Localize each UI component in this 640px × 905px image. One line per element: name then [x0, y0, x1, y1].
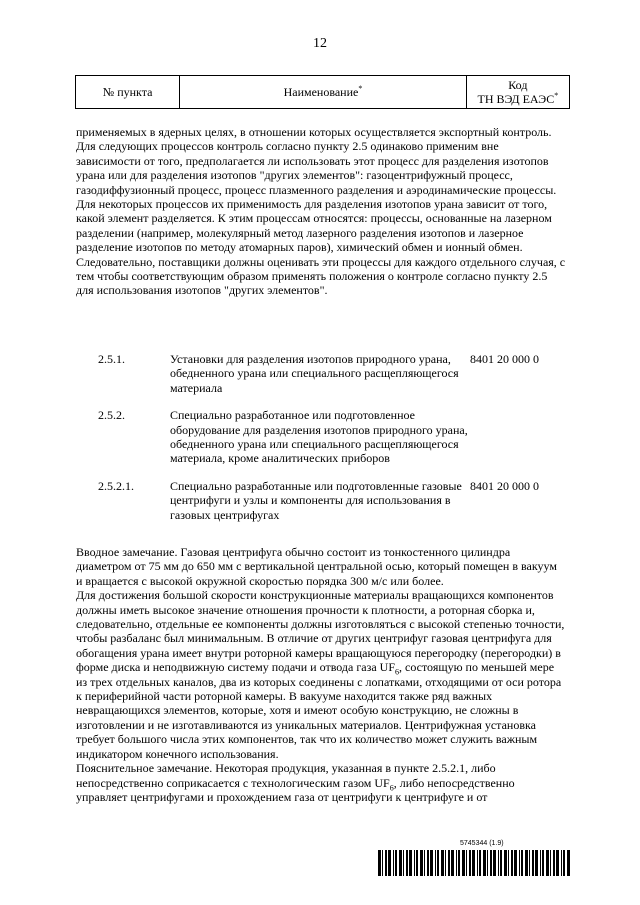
barcode-bar: [553, 850, 555, 876]
barcode-bar: [414, 850, 415, 876]
barcode-bar: [462, 850, 465, 876]
barcode-bar: [540, 850, 541, 876]
barcode-bar: [477, 850, 478, 876]
list-item: [76, 352, 570, 395]
column-header-table: [75, 75, 570, 109]
barcode-bar: [532, 850, 534, 876]
barcode-bar: [416, 850, 418, 876]
barcode-bar: [546, 850, 549, 876]
item-name: Специально разработанные или подготовленные газовые центрифуги и узлы и компоненты для использования в газовых центрифугах: [170, 478, 462, 522]
paragraph: Для достижения большой скорости конструкционные материалы вращающихся компонентов должны иметь высокое значение отношения прочности к плотности, а роторная сборка и, следовательно, отдельные ее компоненты должны изготовляться с высокой степенью точности, чтобы разбаланс был минимальным. В отличие от других центрифуг газовая центрифуга для обогащения урана имеет внутри роторной камеры вращающуюся перегородку (перегородки) в форме диска и неподвижную систему подачи и отвода газа $UF_6$, состоящую по меньшей мере из трех отдельных каналов, два из которых соединены с лопатками, отходящими от оси ротора к периферийной части роторной камеры. В вакууме находится также ряд важных невращающихся элементов, которые, хотя и имеют особую конструкцию, не сложны в изготовлении и не изготавливаются из уникальных материалов. Центрифужная установка требует большого числа этих компонентов, так что их количество может служить важным индикатором конечного использования.: [76, 588, 565, 761]
barcode-bar: [525, 850, 528, 876]
barcode-bar: [498, 850, 499, 876]
barcode-bar: [556, 850, 559, 876]
items-list: [76, 352, 570, 535]
barcode-label: 5745344 (1.9): [460, 840, 504, 847]
barcode-bar: [521, 850, 523, 876]
barcode-bar: [508, 850, 509, 876]
barcode-bar: [445, 850, 446, 876]
intro-text: [76, 125, 566, 298]
barcode-bar: [561, 850, 562, 876]
item-code: 8401 20 000 0: [470, 478, 539, 493]
list-item: [76, 479, 570, 522]
barcode-bar: [529, 850, 530, 876]
barcode-bar: [514, 850, 517, 876]
barcode-bar: [550, 850, 551, 876]
page-number: 12: [313, 36, 327, 51]
explanatory-note: Пояснительное замечание. Некоторая продукция, указанная в пункте 2.5.2.1, либо непосредственно соприкасается с технологическим газом $UF_6$, либо непосредственно управляет центрифугами и прохождением газа от центрифуги к центрифуге и от: [76, 761, 515, 804]
barcode-bar: [437, 850, 439, 876]
list-item: [76, 408, 570, 466]
barcode-bar: [382, 850, 383, 876]
barcode-bar: [490, 850, 492, 876]
column-header-item-number: № пункта: [102, 85, 153, 99]
item-number: 2.5.2.: [98, 408, 125, 423]
barcode-bar: [403, 850, 404, 876]
barcode-bar: [399, 850, 402, 876]
paragraph: применяемых в ядерных целях, в отношении которых осуществляется экспортный контроль.: [76, 125, 552, 139]
barcode: [378, 850, 570, 876]
barcode-bar: [472, 850, 475, 876]
paragraph: Для некоторых процессов их применимость для разделения изотопов урана зависит от того, какой элемент разделяется. К этим процессам относятся: процессы, основанные на лазерном разделении (например, молекулярный метод лазерного разделения изотопов и лазерное разделение изотопов по методу атомарных паров), химический обмен и ионный обмен.: [76, 197, 552, 255]
barcode-bar: [500, 850, 502, 876]
barcode-bar: [504, 850, 507, 876]
barcode-bar: [424, 850, 425, 876]
barcode-bar: [378, 850, 381, 876]
barcode-bar: [451, 850, 454, 876]
column-header-code: Код: [508, 78, 528, 92]
barcode-bar: [395, 850, 397, 876]
barcode-bar: [563, 850, 565, 876]
barcode-bar: [420, 850, 423, 876]
item-name: Специально разработанное или подготовленное оборудование для разделения изотопов природного урана, обедненного урана или специального расщепляющегося материала, кроме аналитических приборов: [170, 408, 468, 466]
barcode-bar: [511, 850, 513, 876]
barcode-bar: [441, 850, 444, 876]
item-code: [470, 408, 570, 466]
barcode-bar: [479, 850, 481, 876]
barcode-bar: [483, 850, 486, 876]
footnote-mark: *: [358, 84, 363, 93]
barcode-bar: [535, 850, 538, 876]
notes-text: [76, 545, 566, 804]
barcode-bar: [388, 850, 391, 876]
barcode-bar: [567, 850, 570, 876]
item-code: 8401 20 000 0: [470, 352, 539, 366]
column-header-code-system: ТН ВЭД ЕАЭС: [477, 92, 555, 106]
paragraph: Следовательно, поставщики должны оценивать эти процессы для каждого отдельного случая, с тем чтобы соответствующим образом применять положения о контроле согласно пункту 2.5 для использования изотопов "других элементов".: [76, 254, 566, 298]
barcode-bar: [430, 850, 433, 876]
barcode-bar: [519, 850, 520, 876]
barcode-bar: [385, 850, 387, 876]
barcode-bar: [469, 850, 471, 876]
barcode-bar: [393, 850, 394, 876]
barcode-bar: [435, 850, 436, 876]
barcode-bar: [493, 850, 496, 876]
footnote-mark: *: [554, 91, 559, 100]
barcode-bar: [427, 850, 429, 876]
introductory-note: Вводное замечание. Газовая центрифуга обычно состоит из тонкостенного цилиндра диаметром от 75 мм до 650 мм с вертикальной центральной осью, который помещен в вакуум и вращается с высокой окружной скоростью порядка 300 м/с или более.: [76, 545, 557, 588]
barcode-bar: [456, 850, 457, 876]
barcode-bar: [409, 850, 412, 876]
column-header-name: Наименование: [283, 85, 359, 99]
paragraph: Для следующих процессов контроль согласно пункту 2.5 одинаково применим вне зависимости от того, предполагается ли использовать этот процесс для разделения изотопов урана или для разделения изотопов "других элементов": газоцентрифужный процесс, газодиффузионный процесс, процесс плазменного разделения и аэродинамические процессы.: [76, 139, 557, 197]
barcode-bar: [542, 850, 544, 876]
barcode-bar: [487, 850, 488, 876]
barcode-bar: [458, 850, 460, 876]
item-number: 2.5.1.: [98, 352, 125, 366]
item-name: Установки для разделения изотопов природного урана, обедненного урана или специального расщепляющегося материала: [170, 352, 459, 395]
item-number: 2.5.2.1.: [98, 478, 134, 493]
barcode-bar: [406, 850, 408, 876]
barcode-bar: [466, 850, 467, 876]
barcode-bar: [448, 850, 450, 876]
